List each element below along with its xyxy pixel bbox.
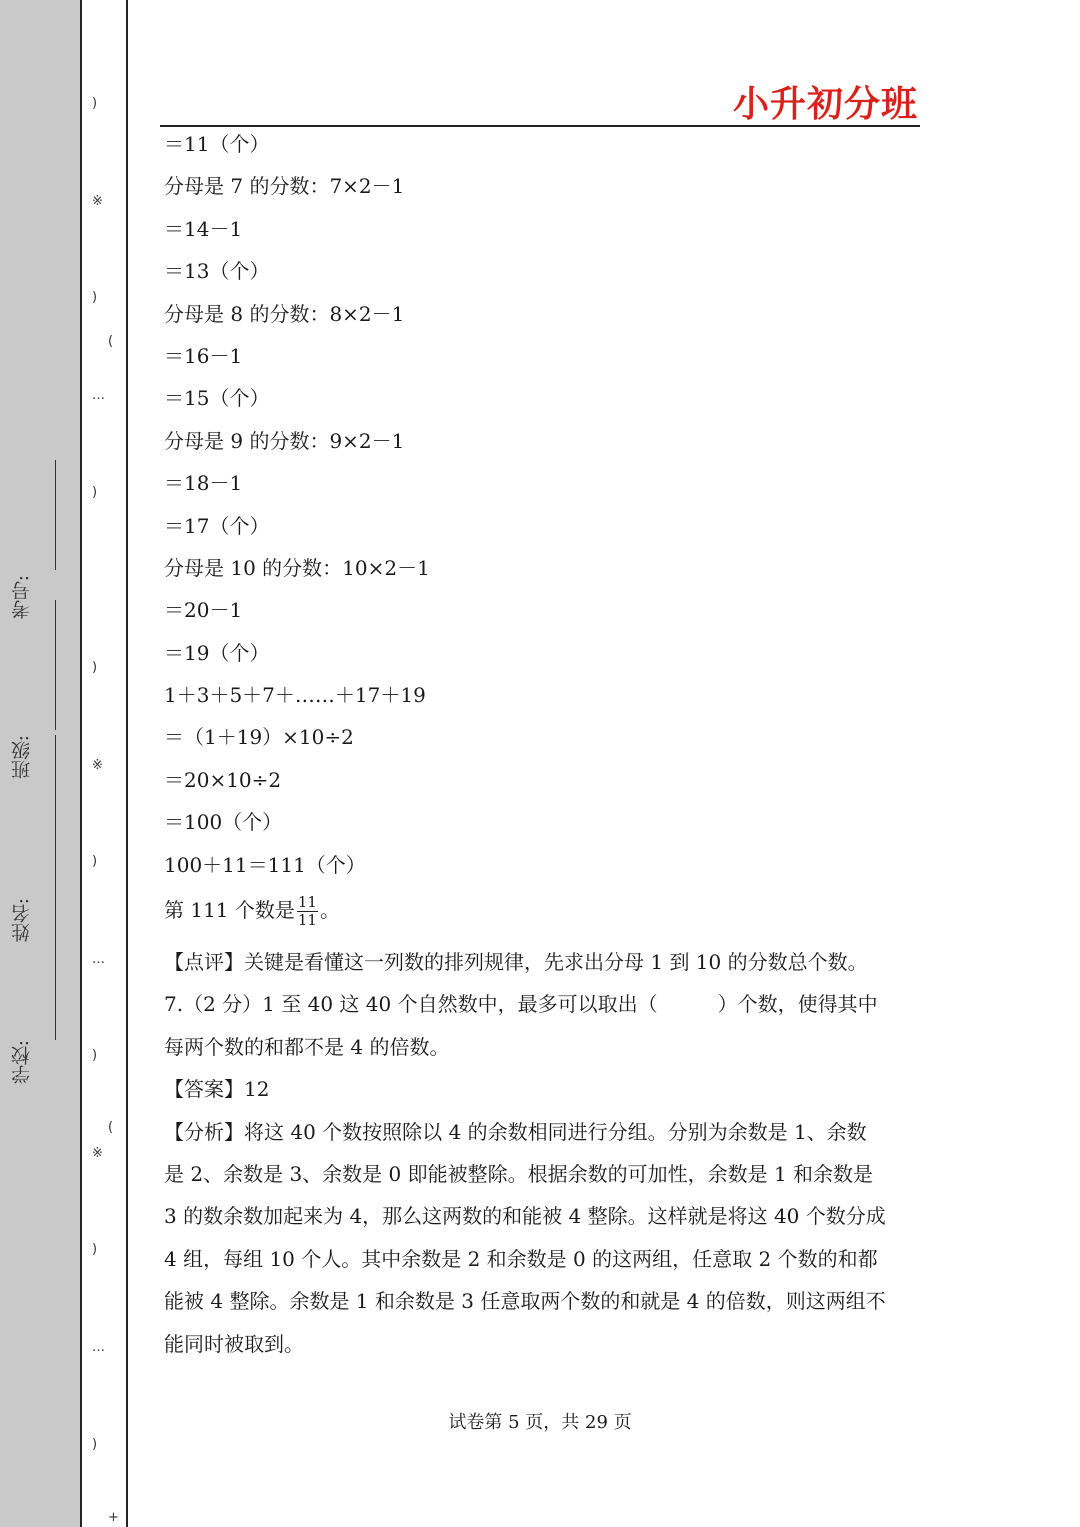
solution-line: ＝13（个） — [164, 259, 270, 284]
fraction-numerator: 11 — [297, 893, 317, 912]
solution-line: ＝20－1 — [164, 598, 243, 623]
seal-mark: ※ — [92, 758, 103, 773]
seal-mark: ) — [92, 96, 98, 111]
seal-mark: ( — [108, 1120, 114, 1135]
exam-number-field-line — [55, 460, 56, 570]
question-7-part-1: 7.（2 分）1 至 40 这 40 个自然数中，最多可以取出（ — [164, 992, 658, 1017]
analysis-line: 是 2、余数是 3、余数是 0 即能被整除。根据余数的可加性，余数是 1 和余数是 — [164, 1161, 874, 1186]
solution-line: ＝11（个） — [164, 132, 270, 156]
seal-mark: ) — [92, 485, 98, 500]
solution-line: ＝15（个） — [164, 386, 270, 411]
seal-mark: ※ — [92, 194, 103, 209]
solution-line: ＝（1＋19）×10÷2 — [164, 725, 354, 750]
solution-line: ＝18－1 — [164, 471, 243, 496]
binding-seal-line — [82, 0, 128, 1527]
solution-line: ＝17（个） — [164, 513, 270, 538]
seal-mark: + — [108, 1510, 119, 1525]
binding-strip — [0, 0, 82, 1527]
exam-number-field-label: 考号: — [11, 575, 33, 620]
analysis-line: 能被 4 整除。余数是 1 和余数是 3 任意取两个数的和就是 4 的倍数，则这两组不 — [164, 1289, 886, 1314]
question-7-line-2: 每两个数的和都不是 4 的倍数。 — [164, 1034, 450, 1059]
analysis-line: 能同时被取到。 — [164, 1331, 304, 1356]
seal-mark: ( — [108, 334, 114, 349]
analysis-line: 3 的数余数加起来为 4，那么这两数的和能被 4 整除。这样就是将这 40 个数分成 — [164, 1204, 886, 1229]
solution-line: 分母是 7 的分数：7×2－1 — [164, 174, 405, 199]
seal-mark: ) — [92, 1437, 98, 1452]
solution-line: ＝100（个） — [164, 810, 283, 835]
solution-content — [164, 130, 924, 1372]
solution-line: 1＋3＋5＋7＋……＋17＋19 — [164, 683, 426, 708]
question-7-line-1 — [164, 990, 924, 1032]
solution-line: 分母是 10 的分数：10×2－1 — [164, 555, 430, 580]
answer-line — [164, 893, 924, 948]
name-field-label: 姓名: — [11, 898, 33, 943]
page-footer: 试卷第 5 页，共 29 页 — [448, 1412, 632, 1433]
class-field-label: 班级: — [11, 735, 33, 780]
analysis-line: 【分析】将这 40 个数按照除以 4 的余数相同进行分组。分别为余数是 1、余数 — [164, 1119, 867, 1144]
question-7-part-2: ）个数，使得其中 — [717, 992, 878, 1017]
fraction — [297, 895, 318, 928]
answer-suffix: 。 — [319, 898, 340, 923]
seal-mark: ) — [92, 1242, 98, 1257]
seal-mark: ※ — [92, 1146, 103, 1161]
answer-prefix: 第 111 个数是 — [164, 898, 295, 923]
solution-line: 100＋11＝111（个） — [164, 852, 366, 877]
solution-line: 分母是 8 的分数：8×2－1 — [164, 301, 405, 326]
solution-line: ＝16－1 — [164, 343, 243, 368]
class-field-line — [55, 600, 56, 730]
seal-mark: … — [92, 388, 105, 403]
answer-label: 【答案】12 — [164, 1077, 270, 1102]
seal-mark: … — [92, 952, 105, 967]
solution-line: ＝19（个） — [164, 640, 270, 665]
solution-line: ＝20×10÷2 — [164, 767, 282, 792]
analysis-line: 4 组，每组 10 个人。其中余数是 2 和余数是 0 的这两组，任意取 2 个数的和都 — [164, 1246, 878, 1271]
header-title: 小升初分班 — [732, 84, 918, 125]
seal-mark: ) — [92, 1048, 98, 1063]
seal-mark: ) — [92, 854, 98, 869]
solution-line: 分母是 9 的分数：9×2－1 — [164, 428, 405, 453]
seal-mark: … — [92, 1340, 105, 1355]
school-field-label: 学校: — [11, 1040, 33, 1085]
header-rule — [160, 125, 920, 127]
seal-mark: ) — [92, 660, 98, 675]
fraction-denominator: 11 — [297, 911, 317, 930]
solution-line: ＝14－1 — [164, 216, 243, 241]
comment-line: 【点评】关键是看懂这一列数的排列规律，先求出分母 1 到 10 的分数总个数。 — [164, 950, 868, 975]
seal-mark: ) — [92, 290, 98, 305]
